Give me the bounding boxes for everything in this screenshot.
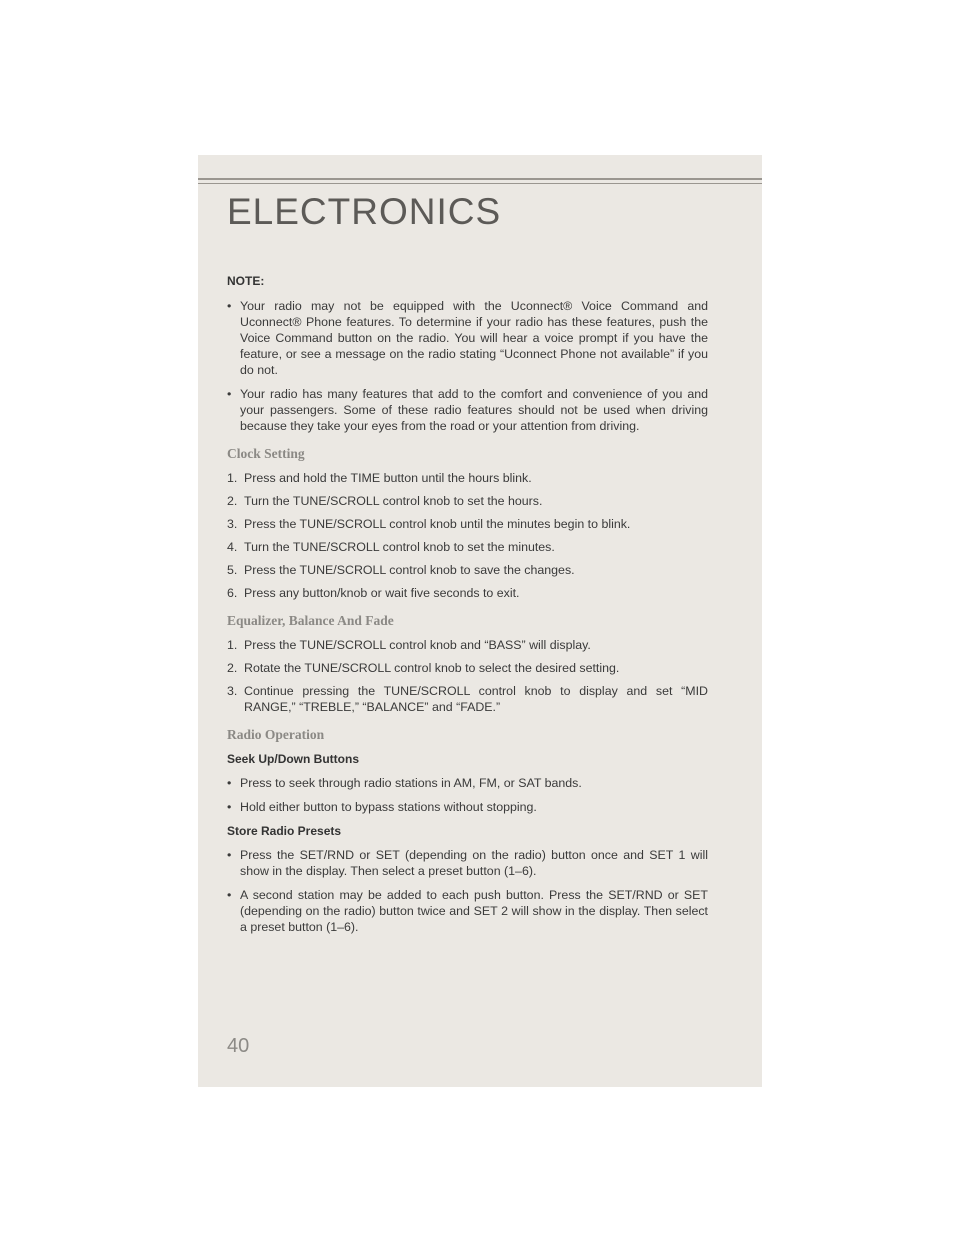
bullet-marker: • — [227, 888, 232, 902]
step-number: 3. — [227, 684, 238, 698]
seek-subheading: Seek Up/Down Buttons — [227, 752, 360, 766]
list-item: • Press the SET/RND or SET (depending on the radio) button once and SET 1 will show in the display. Then select a preset button (1–6). — [227, 848, 708, 878]
list-item: • Press to seek through radio stations in AM, FM, or SAT bands. — [227, 776, 582, 790]
page-content — [227, 273, 708, 943]
list-item: 6. Press any button/knob or wait five seconds to exit. — [227, 586, 520, 600]
bullet-marker: • — [227, 848, 232, 862]
bullet-marker: • — [227, 387, 232, 401]
presets-list — [227, 847, 708, 935]
presets-subheading: Store Radio Presets — [227, 824, 342, 838]
list-item: 1. Press the TUNE/SCROLL control knob and “BASS” will display. — [227, 638, 591, 652]
header-rule-bottom — [198, 183, 762, 184]
step-number: 6. — [227, 586, 238, 600]
bullet-marker: • — [227, 800, 232, 814]
step-number: 5. — [227, 563, 238, 577]
list-item: 3. Press the TUNE/SCROLL control knob until the minutes begin to blink. — [227, 517, 631, 531]
step-number: 4. — [227, 540, 238, 554]
equalizer-heading: Equalizer, Balance And Fade — [227, 613, 394, 628]
note-list — [227, 298, 708, 434]
clock-setting-steps — [227, 470, 708, 601]
list-item: 3. Continue pressing the TUNE/SCROLL control knob to display and set “MID RANGE,” “TREBLE,” “BALANCE” and “FADE.” — [227, 684, 708, 714]
clock-setting-heading: Clock Setting — [227, 446, 305, 461]
bullet-marker: • — [227, 776, 232, 790]
step-number: 1. — [227, 471, 238, 485]
note-label: NOTE: — [227, 274, 265, 288]
list-item: • Hold either button to bypass stations without stopping. — [227, 800, 537, 814]
section-title: ELECTRONICS — [227, 191, 502, 232]
list-item: 2. Turn the TUNE/SCROLL control knob to set the hours. — [227, 494, 543, 508]
step-number: 2. — [227, 494, 238, 508]
seek-list — [227, 775, 708, 815]
step-number: 3. — [227, 517, 238, 531]
list-item: • Your radio may not be equipped with the Uconnect® Voice Command and Uconnect® Phone features. To determine if your radio has these features, push the Voice Command button on the radio. You will hear a voice prompt if you have the feature, or see a message on the radio stating “Uconnect Phone not available” if you do not. — [227, 299, 708, 377]
list-item: • Your radio has many features that add to the comfort and convenience of you and your passengers. Some of these radio features should not be used when driving because they take your eyes from the road or your attention from driving. — [227, 387, 708, 433]
list-item: 4. Turn the TUNE/SCROLL control knob to set the minutes. — [227, 540, 555, 554]
step-number: 2. — [227, 661, 238, 675]
bullet-marker: • — [227, 299, 232, 313]
radio-operation-heading: Radio Operation — [227, 727, 325, 742]
page-number: 40 — [227, 1035, 250, 1057]
manual-page — [198, 155, 762, 1087]
list-item: 2. Rotate the TUNE/SCROLL control knob to select the desired setting. — [227, 661, 620, 675]
equalizer-steps — [227, 637, 708, 715]
list-item: 5. Press the TUNE/SCROLL control knob to save the changes. — [227, 563, 575, 577]
header-rule-top — [198, 178, 762, 180]
list-item: 1. Press and hold the TIME button until the hours blink. — [227, 471, 532, 485]
list-item: • A second station may be added to each push button. Press the SET/RND or SET (depending on the radio) button twice and SET 2 will show in the display. Then select a preset button (1–6). — [227, 888, 708, 934]
step-number: 1. — [227, 638, 238, 652]
